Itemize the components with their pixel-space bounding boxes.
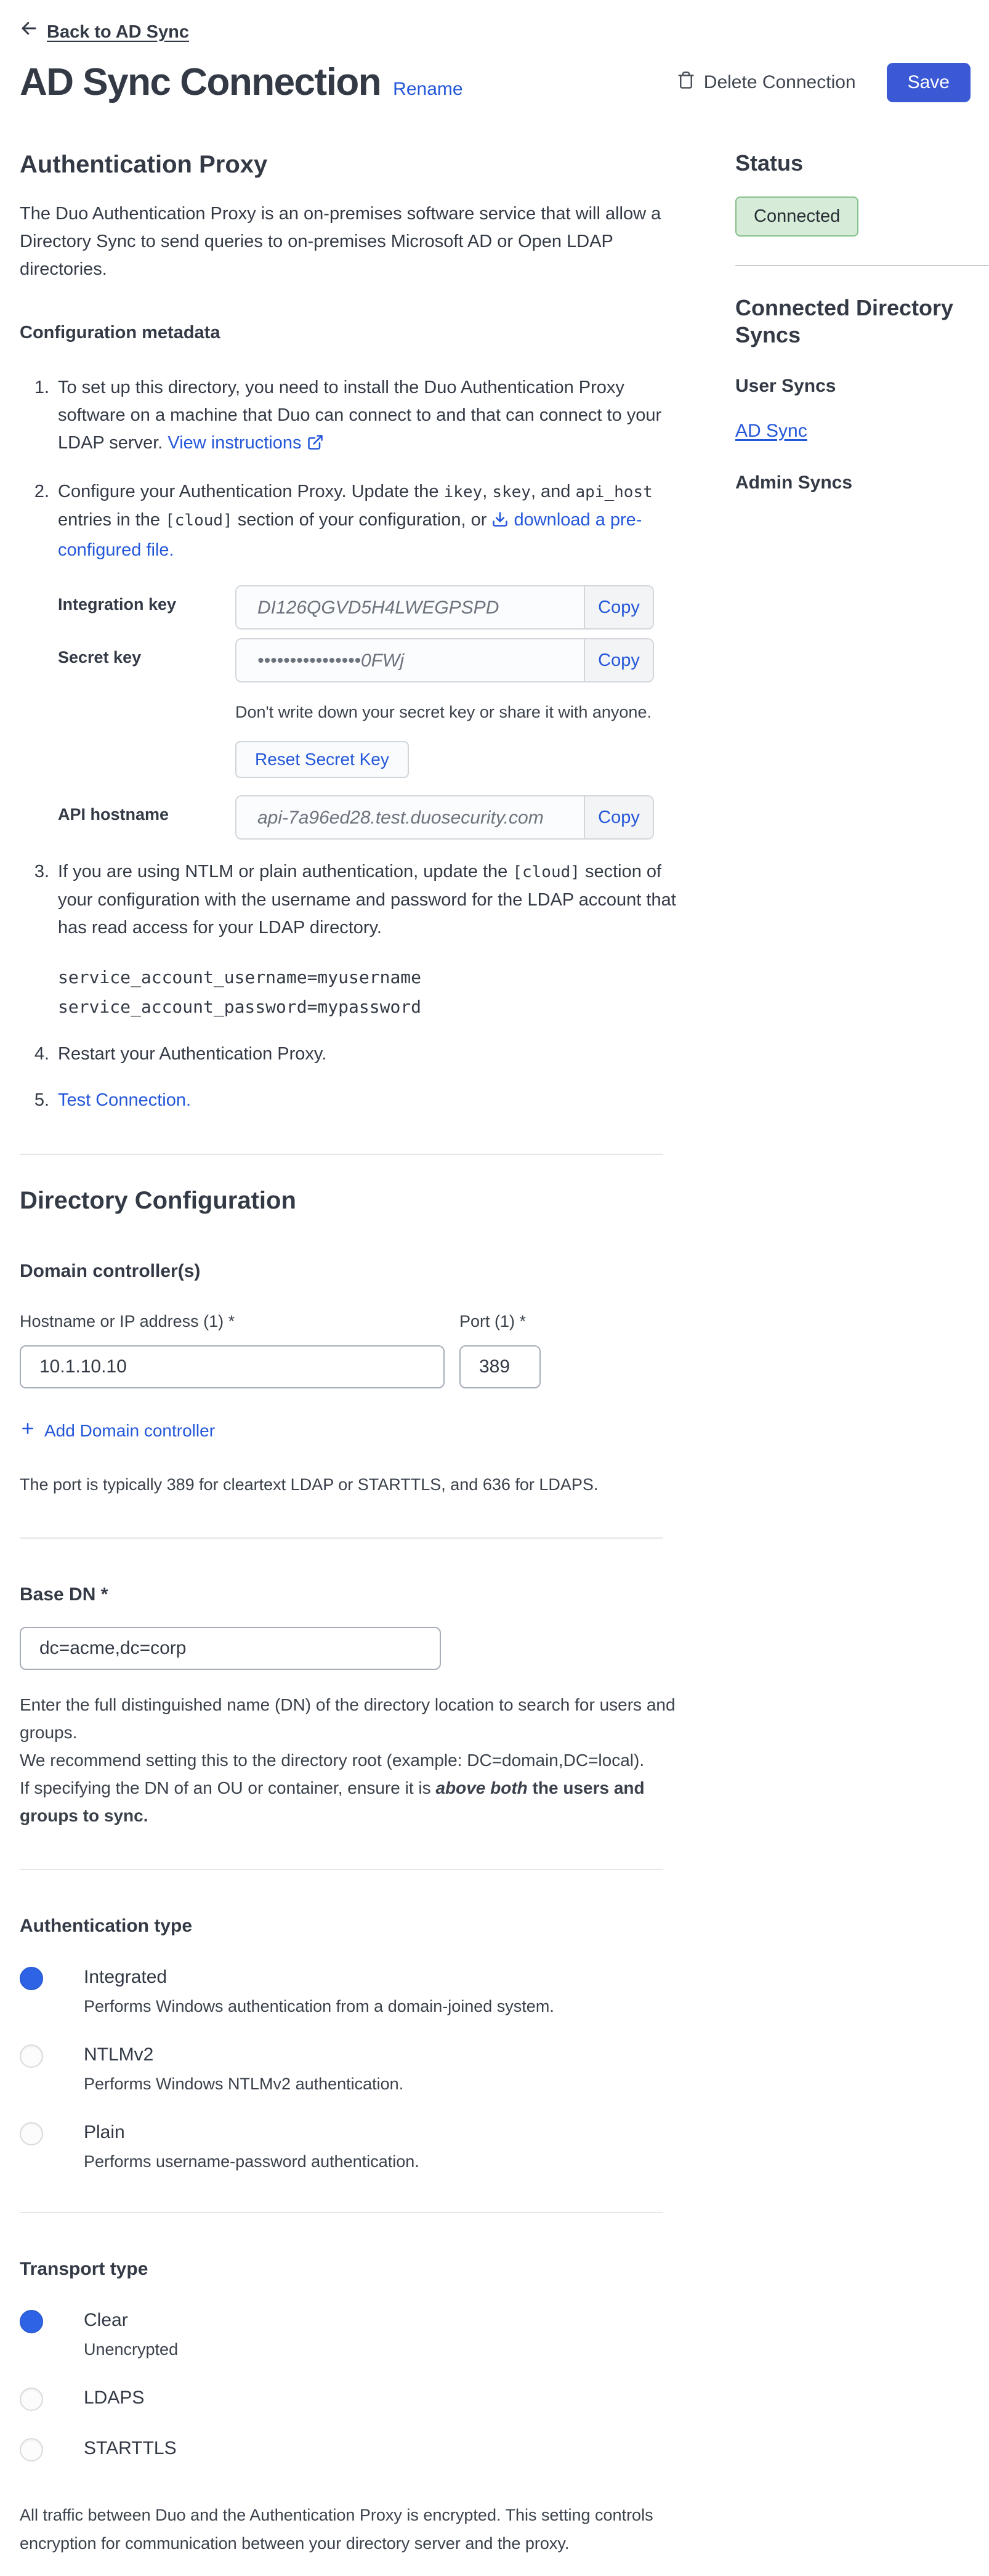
add-domain-controller-link[interactable]: [20, 1417, 215, 1444]
status-badge: Connected: [735, 196, 858, 237]
sidebar-divider: [735, 265, 989, 266]
hostname-label: Hostname or IP address (1) *: [20, 1312, 235, 1331]
secret-key-row: [58, 638, 697, 682]
back-link-label: Back to AD Sync: [47, 22, 189, 42]
domain-controllers-heading: Domain controller(s): [20, 1261, 201, 1281]
secret-key-note: Don't write down your secret key or share it with anyone.: [235, 703, 652, 721]
code-line: service_account_password=mypassword: [58, 997, 422, 1017]
radio-ldaps[interactable]: [20, 2388, 43, 2411]
service-account-code-block: [58, 963, 692, 1022]
step-1: [20, 374, 697, 460]
user-syncs-label: User Syncs: [735, 376, 836, 396]
setup-steps: [20, 374, 697, 1114]
radio-ldaps-label[interactable]: LDAPS: [84, 2388, 145, 2408]
api-hostname-row: [58, 795, 697, 840]
status-heading: Status: [735, 150, 804, 176]
auth-proxy-heading: Authentication Proxy: [20, 151, 268, 178]
port-label: Port (1) *: [459, 1312, 527, 1331]
integration-key-field: [235, 585, 654, 630]
base-dn-help-line1: Enter the full distinguished name (DN) of the directory location to search for users and groups.: [20, 1695, 676, 1742]
base-dn-input[interactable]: [20, 1627, 441, 1670]
page-title: AD Sync Connection: [20, 61, 381, 103]
cloud-section-code: [cloud]: [512, 863, 580, 881]
section-divider: [20, 1537, 663, 1539]
radio-starttls[interactable]: [20, 2438, 43, 2461]
radio-plain-desc: Performs username-password authentication.: [84, 2152, 419, 2171]
connected-syncs-heading: Connected Directory Syncs: [735, 295, 954, 347]
radio-clear-desc: Unencrypted: [84, 2340, 179, 2359]
step-1-text: To set up this directory, you need to install the Duo Authentication Proxy software on a machine that Duo can connect to and that can connect to your LDAP server.: [58, 378, 662, 453]
test-connection-link[interactable]: Test Connection.: [58, 1090, 192, 1110]
integration-key-value: DI126QGVD5H4LWEGPSPD: [257, 597, 499, 618]
auth-type-option-ntlmv2: [20, 2043, 697, 2095]
sidebar: [735, 150, 989, 2576]
delete-connection-label: Delete Connection: [703, 72, 856, 92]
secret-key-field: [235, 638, 654, 682]
copy-secret-key-button[interactable]: Copy: [584, 639, 653, 681]
radio-ntlmv2-desc: Performs Windows NTLMv2 authentication.: [84, 2075, 404, 2093]
radio-plain-label[interactable]: Plain: [84, 2122, 125, 2142]
transport-option-clear: [20, 2309, 697, 2360]
transport-footer-note: All traffic between Duo and the Authentication Proxy is encrypted. This setting controls encryption for communication between your directory server and the proxy.: [20, 2506, 653, 2553]
port-input[interactable]: [459, 1345, 541, 1388]
integration-key-label: Integration key: [58, 595, 177, 614]
section-divider: [20, 1869, 663, 1870]
step-5: [20, 1087, 697, 1114]
base-dn-help-line3: If specifying the DN of an OU or container, ensure it is above both the users and groups to sync.: [20, 1778, 645, 1825]
auth-type-option-plain: [20, 2121, 697, 2173]
admin-syncs-label: Admin Syncs: [735, 472, 853, 493]
section-divider: [20, 1154, 663, 1155]
step-number: 5.: [34, 1090, 49, 1110]
step-number: 4.: [34, 1044, 49, 1064]
download-preconfigured-link[interactable]: download a pre-configured file.: [58, 510, 642, 560]
domain-controller-inputs: [20, 1345, 697, 1388]
port-help-text: The port is typically 389 for cleartext LDAP or STARTTLS, and 636 for LDAPS.: [20, 1475, 599, 1494]
step-number: 2.: [34, 482, 49, 501]
arrow-left-icon: [20, 18, 38, 46]
transport-option-ldaps: [20, 2386, 697, 2411]
radio-ntlmv2-label[interactable]: NTLMv2: [84, 2044, 154, 2065]
copy-integration-key-button[interactable]: Copy: [584, 586, 653, 628]
directory-configuration-heading: Directory Configuration: [20, 1187, 296, 1214]
radio-integrated-label[interactable]: Integrated: [84, 1967, 168, 1987]
step-4-text: Restart your Authentication Proxy.: [58, 1044, 327, 1064]
download-icon: [491, 509, 509, 537]
reset-secret-key-button[interactable]: Reset Secret Key: [235, 741, 409, 778]
rename-link[interactable]: Rename: [393, 79, 463, 99]
domain-controller-labels: [20, 1311, 697, 1332]
step-4: [20, 1040, 697, 1068]
transport-option-starttls: [20, 2437, 697, 2461]
radio-integrated[interactable]: [20, 1967, 43, 1990]
save-button[interactable]: Save: [887, 63, 971, 102]
trash-icon: [677, 71, 695, 94]
radio-plain[interactable]: [20, 2122, 43, 2145]
view-instructions-link[interactable]: View instructions: [168, 433, 302, 453]
step-3: 3. If you are using NTLM or plain authentication, update the [cloud] section of your configuration with the username and password for the LDAP account that has read access for your LDAP directory. service_account_username=myusername service_account_password=mypassword: [20, 858, 697, 1022]
section-divider: [20, 2212, 663, 2213]
auth-proxy-description: The Duo Authentication Proxy is an on-premises software service that will allow a Directory Sync to send queries to on-premises Microsoft AD or Open LDAP directories.: [20, 204, 661, 279]
radio-ntlmv2[interactable]: [20, 2044, 43, 2068]
step-number: 1.: [34, 378, 49, 397]
delete-connection-button[interactable]: [673, 70, 860, 95]
skey-code: skey: [492, 483, 531, 501]
radio-integrated-desc: Performs Windows authentication from a domain-joined system.: [84, 1997, 554, 2015]
copy-api-hostname-button[interactable]: Copy: [584, 796, 653, 838]
title-row: [20, 62, 971, 103]
cloud-section-code: [cloud]: [165, 511, 233, 530]
proxy-key-fields: [58, 585, 697, 840]
secret-key-value: ••••••••••••••••0FWj: [257, 650, 405, 671]
auth-type-option-integrated: [20, 1966, 697, 2017]
base-dn-help: [20, 1691, 697, 1829]
integration-key-row: [58, 585, 697, 630]
back-link[interactable]: [20, 18, 189, 46]
radio-starttls-label[interactable]: STARTTLS: [84, 2438, 177, 2458]
code-line: service_account_username=myusername: [58, 967, 422, 987]
step-3-text: If you are using NTLM or plain authentication, update the: [58, 862, 513, 881]
authentication-type-heading: Authentication type: [20, 1916, 193, 1936]
radio-clear[interactable]: [20, 2310, 43, 2333]
base-dn-help-line2: We recommend setting this to the directory root (example: DC=domain,DC=local).: [20, 1751, 645, 1770]
api-host-code: api_host: [575, 483, 653, 501]
external-link-icon[interactable]: [307, 432, 324, 460]
api-hostname-field: [235, 795, 654, 840]
api-hostname-label: API hostname: [58, 805, 169, 824]
add-domain-controller-label: Add Domain controller: [44, 1421, 216, 1440]
plus-icon: [20, 1417, 36, 1444]
ad-sync-link[interactable]: AD Sync: [735, 421, 807, 441]
base-dn-heading: Base DN *: [20, 1584, 108, 1605]
transport-type-heading: Transport type: [20, 2259, 148, 2279]
step-number: 3.: [34, 862, 49, 881]
secret-key-label: Secret key: [58, 648, 142, 666]
hostname-input[interactable]: [20, 1345, 445, 1388]
radio-clear-label[interactable]: Clear: [84, 2310, 128, 2330]
ikey-code: ikey: [443, 483, 483, 501]
api-hostname-value: api-7a96ed28.test.duosecurity.com: [257, 807, 544, 828]
main-content: [20, 150, 697, 2576]
step-2: 2. Configure your Authentication Proxy. Update the ikey, skey, and api_host entries in the [cloud] section of your configuration, or download a pre-configured file.: [20, 478, 697, 564]
configuration-metadata-heading: Configuration metadata: [20, 323, 220, 342]
step-2-text: Configure your Authentication Proxy. Update the: [58, 482, 444, 501]
